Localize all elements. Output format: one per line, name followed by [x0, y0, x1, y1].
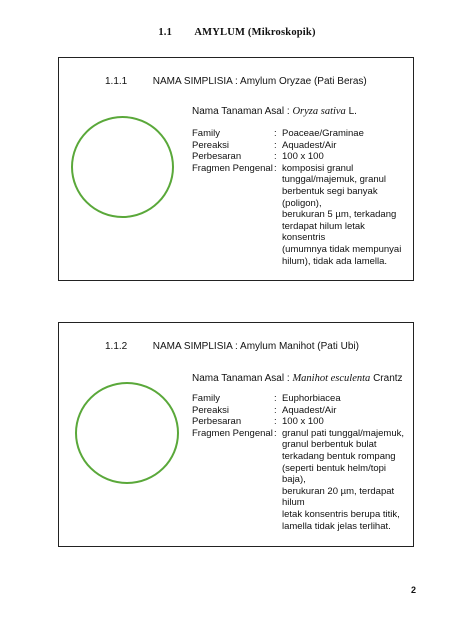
property-fragment — [192, 428, 410, 532]
property-value: Aquadest/Air — [282, 404, 337, 416]
property-value: 100 x 100 — [282, 416, 324, 428]
plant-latin-name: Manihot esculenta — [292, 373, 371, 384]
section-label: NAMA SIMPLISIA : — [152, 341, 238, 352]
heading-title: AMYLUM (Mikroskopik) — [194, 27, 316, 38]
section-name: Amylum Manihot (Pati Ubi) — [240, 341, 359, 352]
property-label: Family — [192, 393, 220, 404]
property-reagent — [192, 140, 410, 152]
page-number: 2 — [410, 585, 416, 595]
microscope-view-circle — [75, 382, 179, 484]
plant-author: L. — [345, 106, 357, 117]
property-value: Poaceae/Graminae — [282, 128, 364, 139]
property-fragment — [192, 163, 410, 267]
page-heading — [0, 27, 474, 38]
section-label: NAMA SIMPLISIA : — [152, 76, 238, 87]
plant-author: Crantz — [370, 373, 403, 384]
property-label: Perbesaran — [192, 151, 242, 163]
colon: : — [274, 404, 277, 416]
property-label: Perbesaran — [192, 416, 242, 428]
plant-origin — [192, 106, 357, 117]
property-label: Family — [192, 128, 220, 139]
property-value: granul pati tunggal/majemuk, granul berbentuk bulat terkadang bentuk rompang (seperti bentuk helm/topi baja), berukuran 20 µm, terdapat hilum letak konsentris berupa titik, lamella tidak jelas terlihat. — [282, 427, 404, 532]
colon: : — [274, 128, 277, 139]
colon: : — [274, 151, 277, 163]
colon: : — [274, 162, 277, 174]
property-value: Euphorbiacea — [282, 393, 341, 404]
property-label: Fragmen Pengenal — [192, 427, 273, 439]
property-list — [192, 393, 410, 532]
plant-origin — [192, 373, 403, 384]
colon: : — [274, 139, 277, 151]
section-title — [105, 341, 359, 352]
property-family — [192, 128, 410, 140]
colon: : — [274, 416, 277, 428]
property-magnification — [192, 151, 410, 163]
property-label: Pereaksi — [192, 139, 229, 151]
property-magnification — [192, 416, 410, 428]
simplisia-card-oryzae — [58, 57, 414, 281]
colon: : — [274, 427, 277, 439]
colon: : — [274, 393, 277, 404]
section-name: Amylum Oryzae (Pati Beras) — [240, 76, 367, 87]
property-label: Pereaksi — [192, 404, 229, 416]
plant-label: Nama Tanaman Asal : — [192, 106, 290, 117]
property-value: komposisi granul tunggal/majemuk, granul berbentuk segi banyak (poligon), berukuran 5 µm, terkadang terdapat hilum letak konsentris (umumnya tidak mempunyai hilum), tidak ada lamella. — [282, 162, 402, 267]
property-value: Aquadest/Air — [282, 139, 337, 151]
plant-label: Nama Tanaman Asal : — [192, 373, 290, 384]
property-label: Fragmen Pengenal — [192, 162, 273, 174]
property-list — [192, 128, 410, 267]
section-title — [105, 76, 367, 87]
microscope-view-circle — [71, 116, 174, 218]
property-value: 100 x 100 — [282, 151, 324, 163]
property-family — [192, 393, 410, 405]
section-number: 1.1.1 — [105, 76, 128, 87]
property-reagent — [192, 405, 410, 417]
plant-latin-name: Oryza sativa — [292, 106, 346, 117]
heading-number: 1.1 — [158, 27, 173, 38]
simplisia-card-manihot — [58, 322, 414, 547]
section-number: 1.1.2 — [105, 341, 128, 352]
